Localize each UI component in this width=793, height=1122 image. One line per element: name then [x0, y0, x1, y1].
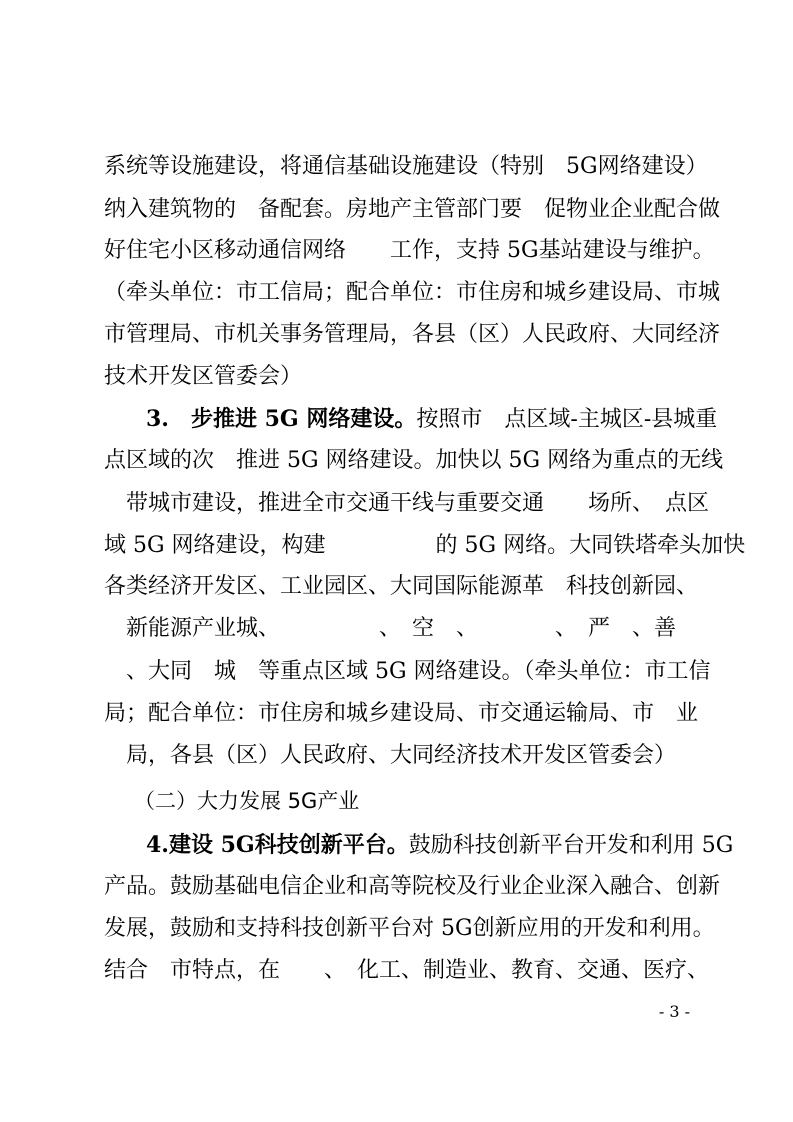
item-4-text: 鼓励科技创新平台开发和利用 5G — [408, 833, 734, 858]
item-4-heading: 4.建设 5G科技创新平台。 — [146, 832, 409, 858]
text-line: 、大同 城 等重点区域 5G 网络建设。（牵头单位：市工信 — [104, 659, 711, 684]
text-line: 技术开发区管委会） — [104, 364, 303, 389]
text-line: 系统等设施建设，将通信基础设施建设（特别 5G网络建设） — [104, 154, 708, 179]
item-3-text: 按照市 点区域-主城区-县城重 — [416, 407, 718, 432]
text-line: 局，各县（区）人民政府、大同经济技术开发区管委会） — [104, 743, 677, 768]
text-line: 局；配合单位：市住房和城乡建设局、市交通运输局、市 业 — [104, 701, 699, 726]
text-line: 域 5G 网络建设，构建 的 5G 网络。大同铁塔牵头加快 — [104, 533, 746, 558]
text-line: 纳入建筑物的 备配套。房地产主管部门要 促物业企业配合做 — [104, 197, 721, 222]
section-heading: （二）大力发展 5G产业 — [134, 789, 360, 813]
page-number: - 3 - — [658, 1002, 690, 1021]
item-3-paragraph — [146, 399, 717, 439]
text-line: 发展，鼓励和支持科技创新平台对 5G创新应用的开发和利用。 — [104, 916, 715, 941]
item-3-heading: 3. 步推进 5G 网络建设。 — [146, 406, 417, 432]
text-line: （牵头单位：市工信局；配合单位：市住房和城乡建设局、市城 — [104, 280, 721, 305]
item-4-paragraph — [146, 825, 733, 865]
text-line: 新能源产业城、 、 空 、 、 严 、善 — [104, 616, 677, 641]
text-line: 结合 市特点，在 、 化工、制造业、教育、交通、医疗、 — [104, 958, 710, 983]
text-line: 点区域的次 推进 5G 网络建设。加快以 5G 网络为重点的无线 — [104, 448, 724, 473]
text-line: 各类经济开发区、工业园区、大同国际能源革 科技创新园、 — [104, 574, 699, 599]
text-line: 市管理局、市机关事务管理局，各县（区）人民政府、大同经济 — [104, 322, 721, 347]
text-line: 好住宅小区移动通信网络 工作，支持 5G基站建设与维护。 — [104, 238, 715, 263]
text-line: 带城市建设，推进全市交通干线与重要交通 场所、 点区 — [104, 491, 710, 516]
text-line: 产品。鼓励基础电信企业和高等院校及行业企业深入融合、创新 — [104, 874, 721, 899]
